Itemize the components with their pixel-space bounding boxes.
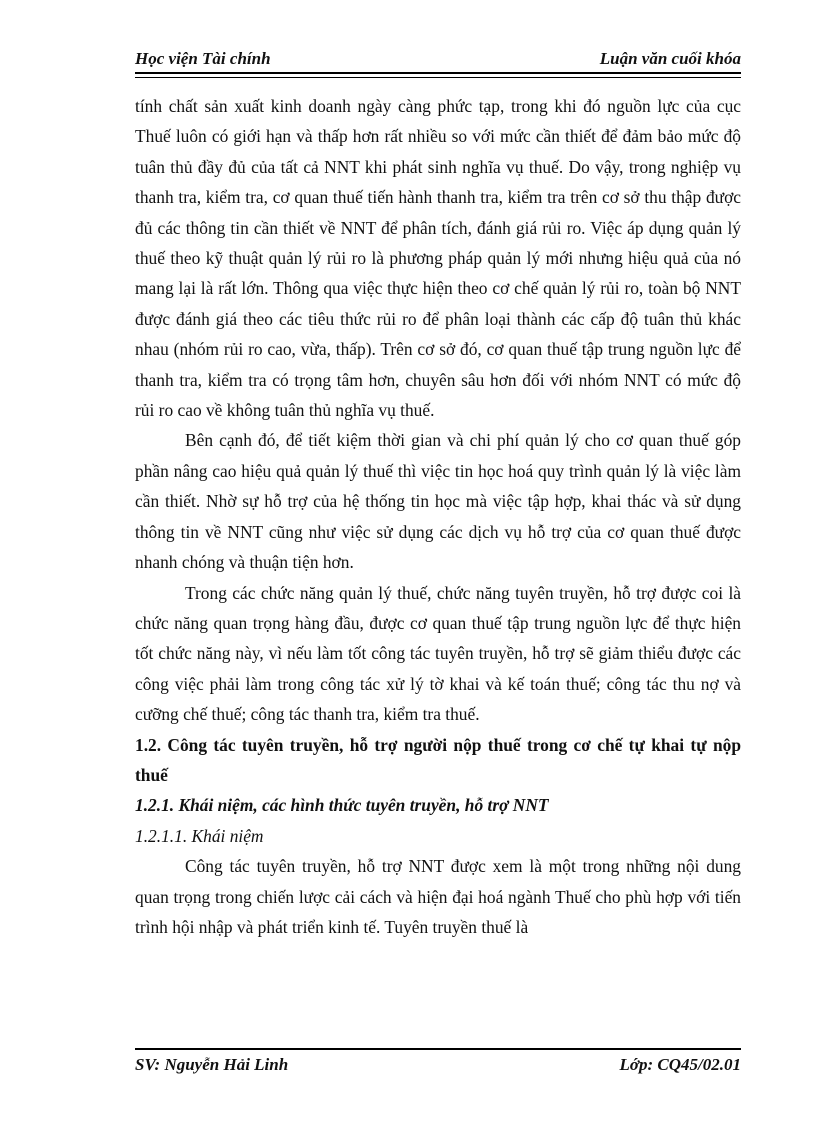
footer-student-name: SV: Nguyễn Hải Linh [135, 1055, 289, 1074]
page-body [135, 91, 741, 942]
paragraph-support-function: Trong các chức năng quản lý thuế, chức năng tuyên truyền, hỗ trợ được coi là chức năng quan trọng hàng đầu, được cơ quan thuế tập trung nguồn lực để thực hiện tốt chức năng này, vì nếu làm tốt công tác tuyên truyền, hỗ trợ sẽ giảm thiểu được các công việc phải làm trong công tác xử lý tờ khai và kế toán thuế; công tác thu nợ và cưỡng chế thuế; công tác thanh tra, kiểm tra thuế. [135, 582, 741, 725]
paragraph-it-application: Bên cạnh đó, để tiết kiệm thời gian và chi phí quản lý cho cơ quan thuế góp phần nâng cao hiệu quả quản lý thuế thì việc tin học hoá quy trình quản lý là việc làm cần thiết. Nhờ sự hỗ trợ của hệ thống tin học mà việc tập hợp, khai thác và sử dụng thông tin về NNT cũng như việc sử dụng các dịch vụ hỗ trợ của cơ quan thuế được nhanh chóng và thuận tiện hơn. [135, 430, 741, 573]
page-footer [135, 1052, 741, 1078]
footer-rule [135, 1048, 741, 1050]
header-institution: Học viện Tài chính [135, 49, 271, 68]
header-rule-thin [135, 77, 741, 78]
section-heading-1-2-1: 1.2.1. Khái niệm, các hình thức tuyên truyền, hỗ trợ NNT [135, 795, 549, 816]
footer-class-code: Lớp: CQ45/02.01 [619, 1055, 741, 1074]
header-document-type: Luận văn cuối khóa [599, 49, 741, 68]
page-header [135, 46, 741, 72]
header-rule-thick [135, 72, 741, 74]
paragraph-risk-management: tính chất sản xuất kinh doanh ngày càng phức tạp, trong khi đó nguồn lực của cục Thuế luôn có giới hạn và thấp hơn rất nhiều so với mức cần thiết để đảm bảo mức độ tuân thủ đầy đủ của tất cả NNT khi phát sinh nghĩa vụ thuế. Do vậy, trong nghiệp vụ thanh tra, kiểm tra, cơ quan thuế tiến hành thanh tra, kiểm tra trên cơ sở thu thập được đủ các thông tin cần thiết về NNT để phân tích, đánh giá rủi ro. Việc áp dụng quản lý thuế theo kỹ thuật quản lý rủi ro là phương pháp quản lý mới nhưng hiệu quả của nó mang lại là rất lớn. Thông qua việc thực hiện theo cơ chế quản lý rủi ro, toàn bộ NNT được đánh giá theo các tiêu thức rủi ro để phân loại thành các cấp độ tuân thủ khác nhau (nhóm rủi ro cao, vừa, thấp). Trên cơ sở đó, cơ quan thuế tập trung nguồn lực để thanh tra, kiểm tra có trọng tâm hơn, chuyên sâu hơn đối với nhóm NNT có mức độ rủi ro cao về không tuân thủ nghĩa vụ thuế. [135, 96, 741, 421]
section-heading-1-2-1-1: 1.2.1.1. Khái niệm [135, 825, 264, 846]
paragraph-concept: Công tác tuyên truyền, hỗ trợ NNT được xem là một trong những nội dung quan trọng trong chiến lược cải cách và hiện đại hoá ngành Thuế cho phù hợp với tiến trình hội nhập và phát triển kinh tế. Tuyên truyền thuế là [135, 856, 741, 937]
section-heading-1-2: 1.2. Công tác tuyên truyền, hỗ trợ người nộp thuế trong cơ chế tự khai tự nộp thuế [135, 734, 741, 785]
